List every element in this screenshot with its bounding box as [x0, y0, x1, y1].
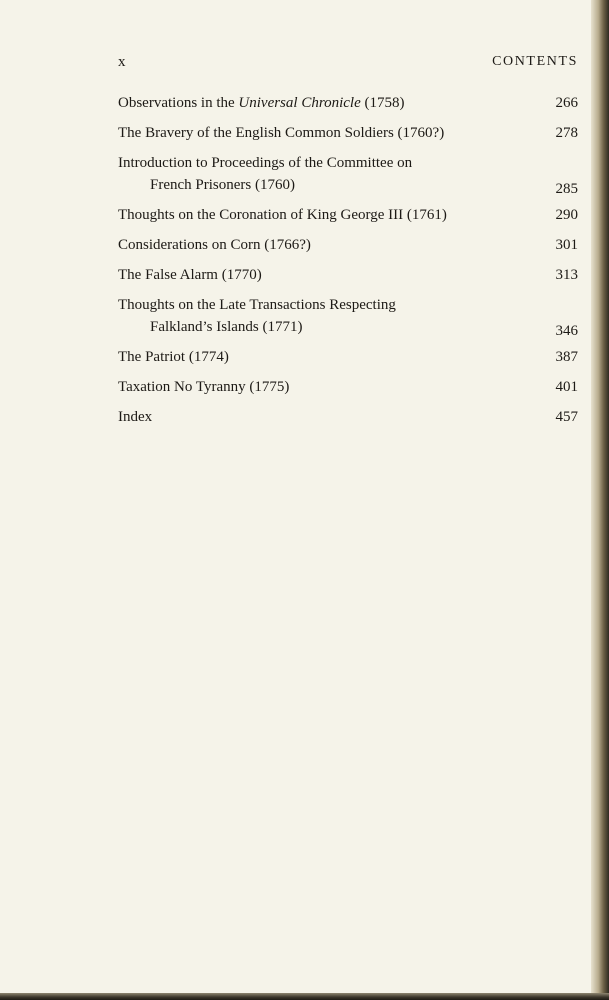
toc-entry-title-text: Observations in the	[118, 95, 239, 111]
toc-entry	[118, 92, 578, 114]
toc-entry-title-line2: Falkland’s Islands (1771)	[150, 319, 303, 335]
toc-entry-title-date: (1758)	[360, 95, 405, 111]
toc-entry-title-line1: Introduction to Proceedings of the Committee on	[118, 155, 413, 171]
toc-entry	[118, 122, 578, 144]
toc-entry-title-italic: Universal Chronicle	[238, 95, 361, 111]
toc-entry-title: The Bravery of the English Common Soldiers (1760?)	[118, 125, 445, 141]
toc-page-number: 387	[555, 349, 578, 365]
toc-entry	[118, 204, 578, 226]
toc-entry	[118, 234, 578, 256]
table-of-contents	[118, 92, 578, 436]
toc-entry-title: Thoughts on the Coronation of King George III (1761)	[118, 207, 447, 223]
toc-entry-title: The False Alarm (1770)	[118, 267, 262, 283]
toc-entry	[118, 294, 578, 338]
toc-entry	[118, 376, 578, 398]
toc-page-number: 301	[555, 237, 578, 253]
toc-page-number: 401	[555, 379, 578, 395]
page-edge-shadow	[591, 0, 609, 1000]
folio-page-number: x	[118, 54, 126, 70]
page-bottom-edge	[0, 993, 609, 1000]
running-head-title: CONTENTS	[492, 54, 578, 69]
toc-entry	[118, 346, 578, 368]
toc-page-number: 278	[555, 125, 578, 141]
toc-entry-title-line2: French Prisoners (1760)	[150, 177, 295, 193]
toc-page-number: 313	[555, 267, 578, 283]
toc-entry-title	[118, 92, 530, 114]
running-head	[118, 54, 578, 74]
toc-entry-title-line1: Thoughts on the Late Transactions Respecting	[118, 297, 396, 313]
toc-page-number: 285	[555, 181, 578, 197]
toc-page-number: 457	[555, 409, 578, 425]
toc-entry	[118, 152, 578, 196]
toc-entry	[118, 406, 578, 428]
toc-page-number: 290	[555, 207, 578, 223]
toc-entry-title: The Patriot (1774)	[118, 349, 229, 365]
toc-page-number: 346	[555, 323, 578, 339]
toc-entry-title: Taxation No Tyranny (1775)	[118, 379, 290, 395]
toc-entry	[118, 264, 578, 286]
toc-entry-title: Index	[118, 409, 153, 425]
toc-entry-title: Considerations on Corn (1766?)	[118, 237, 311, 253]
toc-page-number: 266	[555, 95, 578, 111]
